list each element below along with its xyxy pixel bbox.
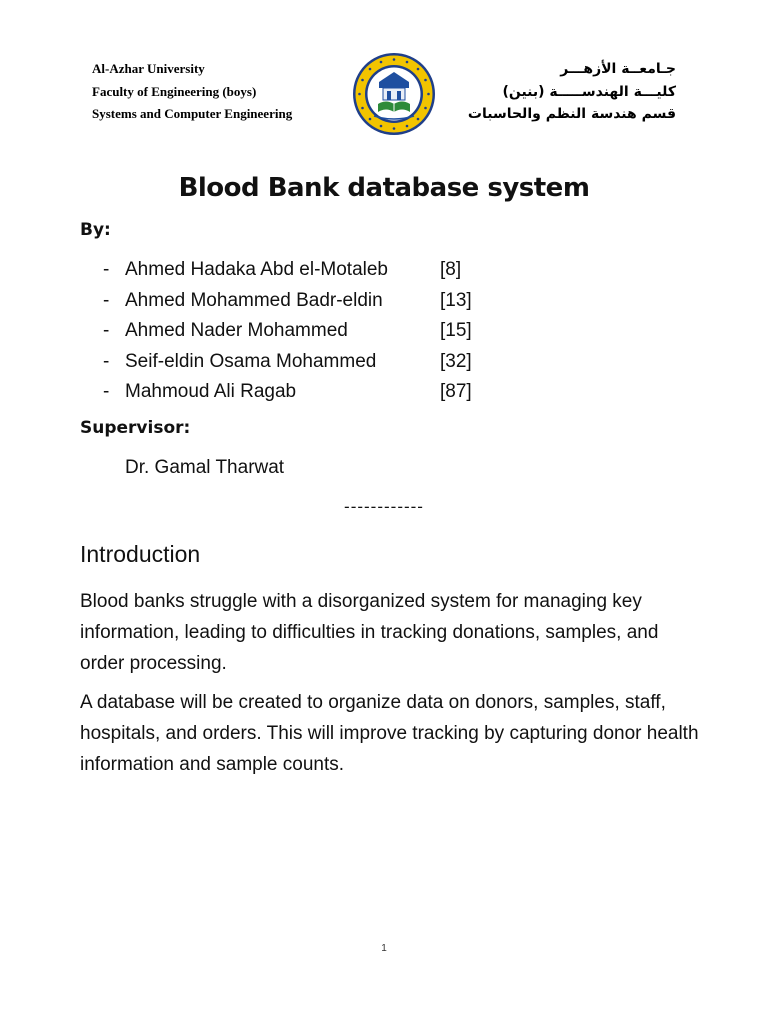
faculty-name: Faculty of Engineering (boys) (92, 83, 257, 99)
document-title: Blood Bank database system (178, 173, 590, 203)
list-bullet: - (103, 259, 110, 280)
university-header-english (92, 58, 292, 126)
university-logo (352, 52, 436, 136)
author-list (103, 259, 503, 412)
section-separator: ------------ (344, 497, 424, 516)
author-item (103, 381, 503, 412)
author-name: Ahmed Mohammed Badr-eldin (125, 289, 383, 311)
university-name: Al-Azhar University (92, 61, 205, 76)
author-item (103, 320, 503, 351)
author-id: [32] (440, 350, 472, 372)
department-name: Systems and Computer Engineering (92, 106, 293, 121)
author-name: Ahmed Nader Mohammed (125, 320, 348, 342)
list-bullet: - (103, 381, 110, 403)
introduction-heading: Introduction (80, 541, 201, 567)
list-bullet: - (103, 350, 110, 372)
list-bullet: - (103, 320, 110, 342)
author-id: [15] (440, 320, 472, 342)
page-number: 1 (381, 943, 387, 954)
author-id: [8] (440, 259, 462, 280)
introduction-paragraph-2: A database will be created to organize data on donors, samples, staff, hospitals, and orders. This will improve tracking by capturing donor health information and sample counts. (80, 692, 699, 775)
supervisor-name: Dr. Gamal Tharwat (125, 457, 285, 478)
author-id: [87] (440, 381, 472, 403)
author-item (103, 290, 503, 321)
department-name-arabic: قسم هندسة النظم والحاسبات (467, 106, 676, 122)
author-name: Mahmoud Ali Ragab (125, 381, 297, 403)
by-heading: By: (80, 220, 111, 240)
university-name-arabic: جـامعــة الأزهـــر (560, 61, 676, 77)
university-header-arabic (468, 58, 676, 126)
author-id: [13] (440, 289, 472, 311)
author-item (103, 259, 503, 290)
author-item (103, 351, 503, 382)
author-name: Ahmed Hadaka Abd el-Motaleb (125, 259, 388, 280)
faculty-name-arabic: كليـــة الهندســـــة (بنين) (502, 83, 676, 100)
supervisor-heading: Supervisor: (80, 418, 191, 438)
introduction-paragraph-1: Blood banks struggle with a disorganized system for managing key information, leading to difficulties in tracking donations, samples, and order processing. (80, 591, 659, 674)
list-bullet: - (103, 289, 110, 311)
author-name: Seif-eldin Osama Mohammed (125, 350, 377, 372)
